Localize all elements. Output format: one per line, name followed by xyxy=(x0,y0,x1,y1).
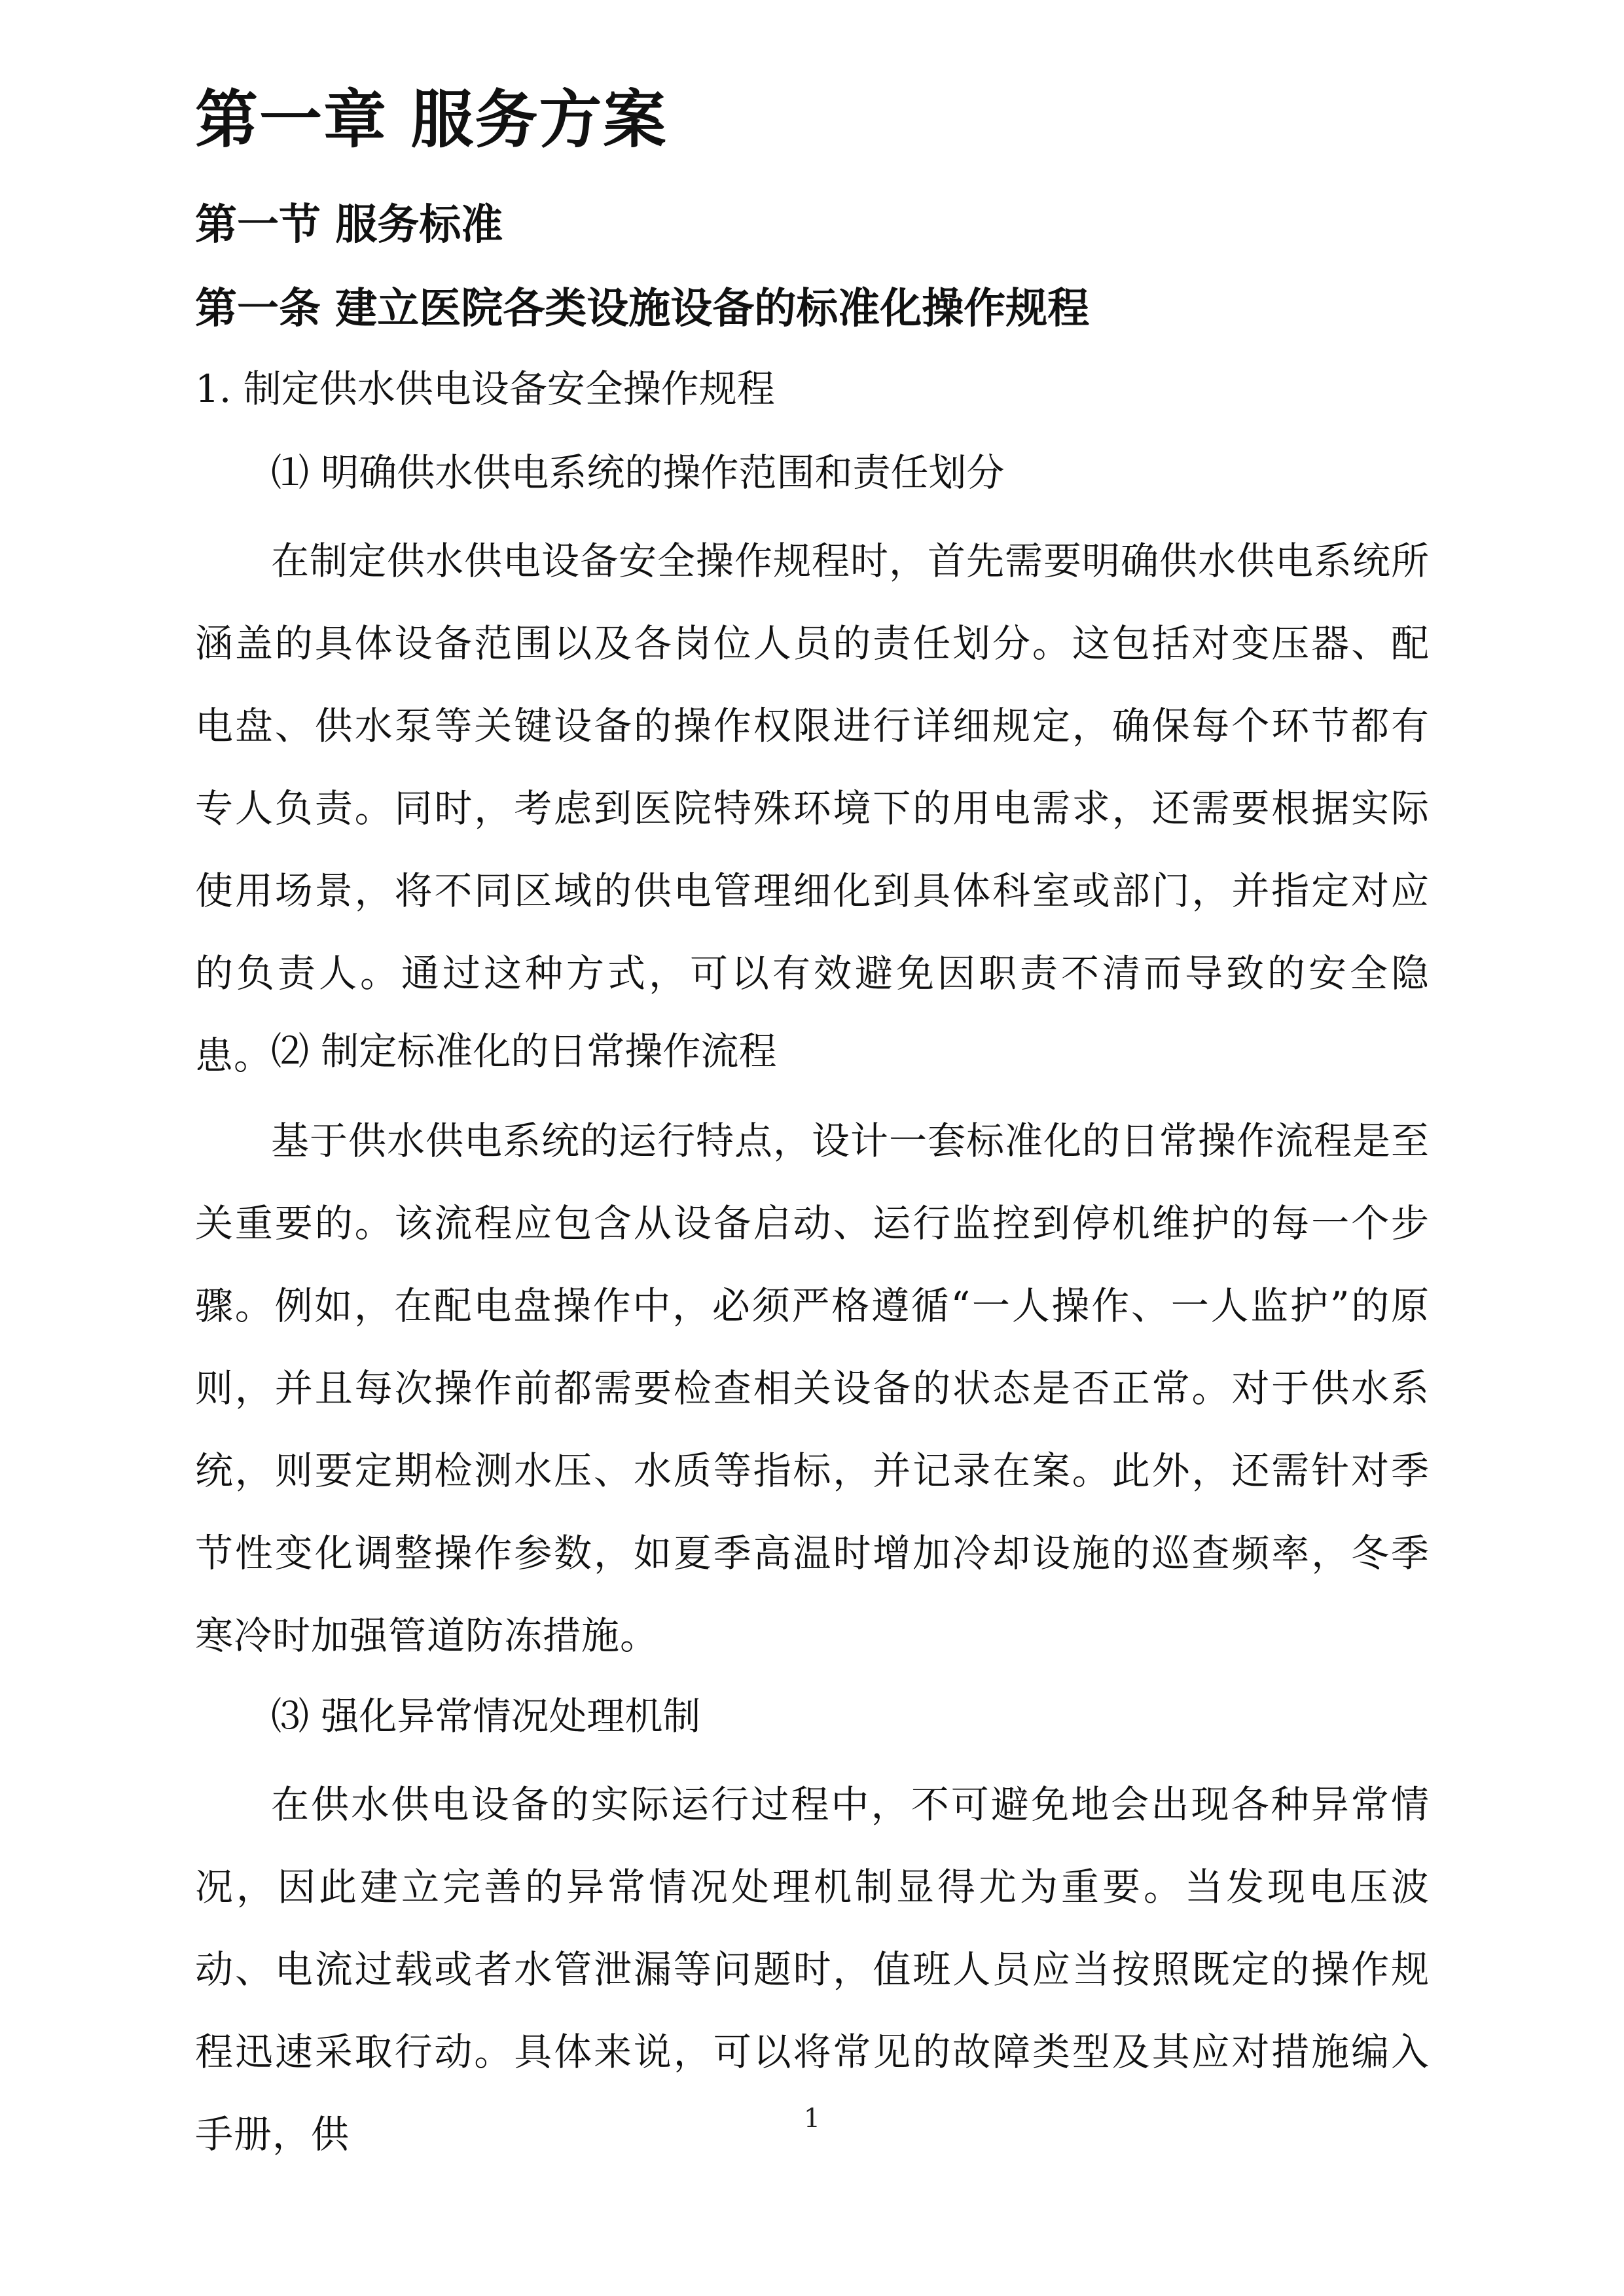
subsection-heading-3: ⑶ 强化异常情况处理机制 xyxy=(271,1694,701,1738)
page-number: 1 xyxy=(803,2104,821,2134)
subsection-body-3: 在供水供电设备的实际运行过程中，不可避免地会出现各种异常情况，因此建立完善的异常情况处理机制显得尤为重要。当发现电压波动、电流过载或者水管泄漏等问题时，值班人员应当按照既定的操作规程迅速采取行动。具体来说，可以将常见的故障类型及其应对措施编入手册，供 xyxy=(195,1782,1430,2157)
subsection-body-2: 基于供水供电系统的运行特点，设计一套标准化的日常操作流程是至关重要的。该流程应包含从设备启动、运行监控到停机维护的每一个步骤。例如，在配电盘操作中，必须严格遵循“一人操作、一人监护”的原则，并且每次操作前都需要检查相关设备的状态是否正常。对于供水系统，则要定期检测水压、水质等指标，并记录在案。此外，还需针对季节性变化调整操作参数，如夏季高温时增加冷却设施的巡查频率，冬季寒冷时加强管道防冻措施。 xyxy=(195,1119,1430,1658)
subsection-body-1: 在制定供水供电设备安全操作规程时，首先需要明确供水供电系统所涵盖的具体设备范围以及各岗位人员的责任划分。这包括对变压器、配电盘、供水泵等关键设备的操作权限进行详细规定，确保每个环节都有专人负责。同时，考虑到医院特殊环境下的用电需求，还需要根据实际使用场景，将不同区域的供电管理细化到具体科室或部门，并指定对应的负责人。通过这种方式，可以有效避免因职责不清而导致的安全隐患。 xyxy=(195,539,1430,1078)
subsection-heading-2: ⑵ 制定标准化的日常操作流程 xyxy=(271,1029,777,1073)
section-title: 第一节 服务标准 xyxy=(195,200,503,249)
subsection-heading-1: ⑴ 明确供水供电系统的操作范围和责任划分 xyxy=(271,450,1005,495)
item-title: 1. 制定供水供电设备安全操作规程 xyxy=(195,367,775,411)
article-title: 第一条 建立医院各类设施设备的标准化操作规程 xyxy=(195,284,1090,333)
chapter-title: 第一章 服务方案 xyxy=(195,82,668,156)
